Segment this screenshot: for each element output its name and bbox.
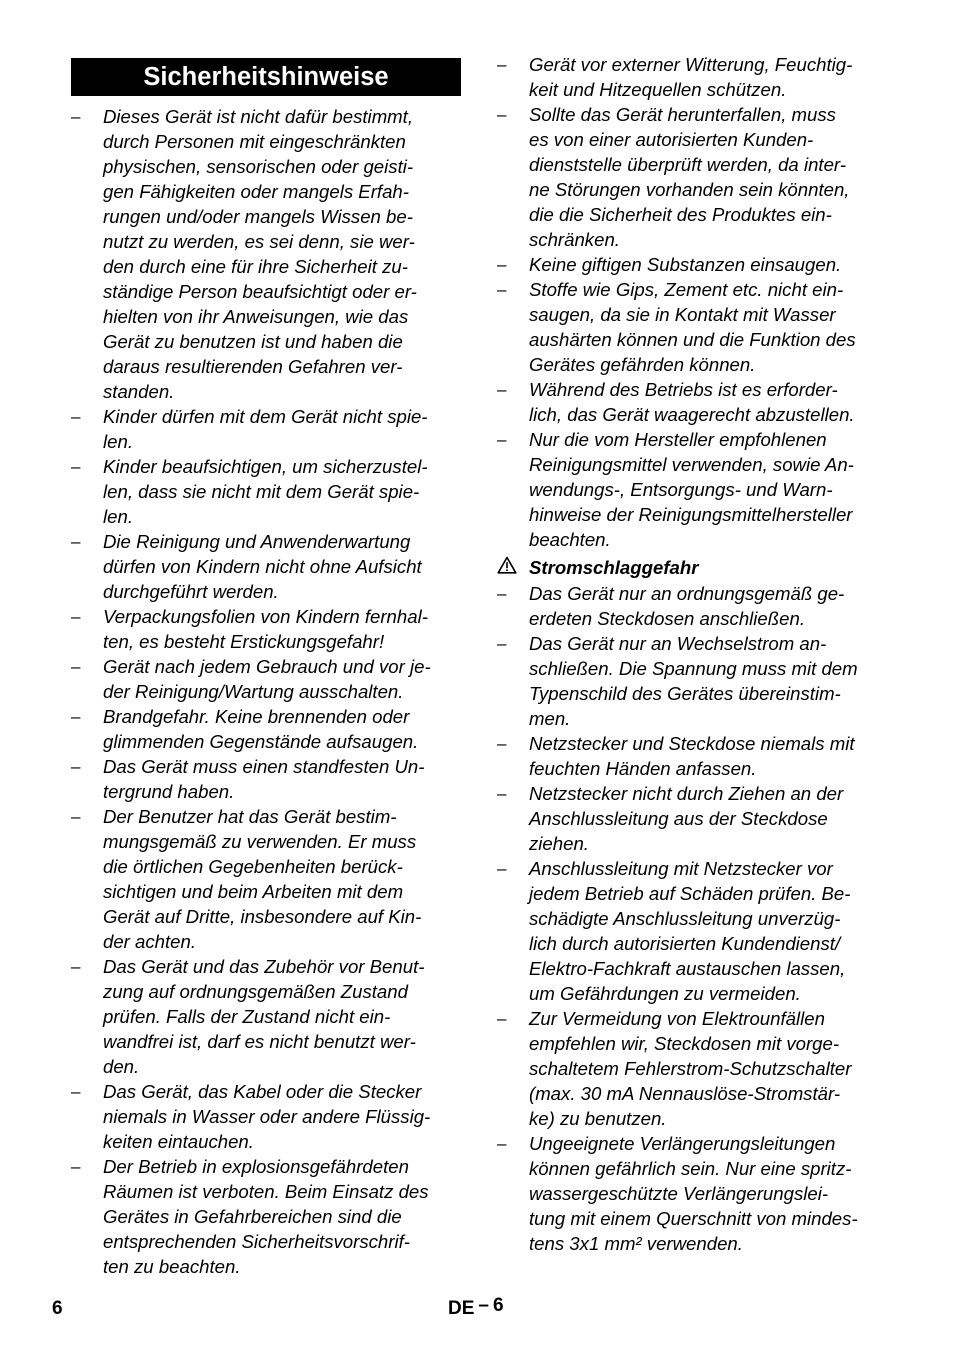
list-item-text: Ungeeignete Verlängerungsleitungen können gefährlich sein. Nur eine spritz- wassergeschützte Verlängerungslei- tung mit einem Querschnitt von mindes- tens 3x1 mm² verwenden. (529, 1133, 858, 1254)
list-item (71, 1079, 461, 1154)
right-bullet-list-top (497, 52, 892, 552)
list-item-text: Verpackungsfolien von Kindern fernhal- ten, es besteht Erstickungsgefahr! (103, 606, 428, 652)
warning-heading (497, 554, 892, 581)
warning-triangle-icon (497, 556, 529, 579)
section-title: Sicherheitshinweise (71, 58, 461, 96)
bullet-dash: – (71, 457, 81, 476)
list-item (71, 1154, 461, 1279)
bullet-dash: – (71, 407, 81, 426)
warning-title: Stromschlaggefahr (529, 556, 699, 578)
list-item-text: Netzstecker und Steckdose niemals mit feuchten Händen anfassen. (529, 733, 855, 779)
bullet-dash: – (71, 607, 81, 626)
bullet-dash: – (497, 634, 507, 653)
bullet-dash: – (497, 859, 507, 878)
list-item (497, 581, 892, 631)
bullet-dash: – (71, 1082, 81, 1101)
bullet-dash: – (497, 280, 507, 299)
list-item (497, 252, 892, 277)
bullet-dash: – (497, 584, 507, 603)
list-item-text: Anschlussleitung mit Netzstecker vor jedem Betrieb auf Schäden prüfen. Be- schädigte Anschlussleitung unverzüg- lich durch autorisierten Kundendienst/ Elektro-Fachkraft austauschen lassen, um Gefährdungen zu vermeiden. (529, 858, 851, 1004)
list-item-text: Die Reinigung und Anwenderwartung dürfen von Kindern nicht ohne Aufsicht durchgeführt werden. (103, 531, 422, 602)
list-item (497, 1131, 892, 1256)
list-item-text: Das Gerät nur an Wechselstrom an- schließen. Die Spannung muss mit dem Typenschild des Gerätes übereinstim- men. (529, 633, 858, 729)
bullet-dash: – (497, 105, 507, 124)
bullet-dash: – (497, 255, 507, 274)
list-item (497, 631, 892, 731)
list-item (71, 529, 461, 604)
bullet-dash: – (71, 657, 81, 676)
list-item-text: Kinder beaufsichtigen, um sicherzustel- len, dass sie nicht mit dem Gerät spie- len. (103, 456, 428, 527)
bullet-dash: – (71, 707, 81, 726)
list-item-text: Der Benutzer hat das Gerät bestim- mungsgemäß zu verwenden. Er muss die örtlichen Gegebenheiten berück- sichtigen und beim Arbeiten mit dem Gerät auf Dritte, insbesondere auf Kin- der achten. (103, 806, 422, 952)
list-item (71, 704, 461, 754)
bullet-dash: – (71, 757, 81, 776)
list-item (497, 277, 892, 377)
bullet-dash: – (497, 784, 507, 803)
bullet-dash: – (497, 734, 507, 753)
list-item (71, 654, 461, 704)
list-item (497, 856, 892, 1006)
list-item (71, 104, 461, 404)
list-item-text: Stoffe wie Gips, Zement etc. nicht ein- saugen, da sie in Kontakt mit Wasser aushärten können und die Funktion des Gerätes gefährden können. (529, 279, 856, 375)
list-item (71, 754, 461, 804)
bullet-dash: – (71, 107, 81, 126)
bullet-dash: – (497, 380, 507, 399)
list-item-text: Sollte das Gerät herunterfallen, muss es von einer autorisierten Kunden- dienststelle überprüft werden, da inter- ne Störungen vorhanden sein könnten, die die Sicherheit des Produktes ein- schränken. (529, 104, 850, 250)
list-item (497, 377, 892, 427)
list-item-text: Das Gerät und das Zubehör vor Benut- zung auf ordnungsgemäßen Zustand prüfen. Falls der Zustand nicht ein- wandfrei ist, darf es nicht benutzt wer- den. (103, 956, 425, 1077)
list-item (497, 731, 892, 781)
list-item-text: Kinder dürfen mit dem Gerät nicht spie- len. (103, 406, 428, 452)
bullet-dash: – (497, 430, 507, 449)
right-bullet-list-bottom (497, 581, 892, 1256)
footer-lang: DE (448, 1298, 475, 1319)
left-column (71, 52, 461, 1279)
list-item-text: Der Betrieb in explosionsgefährdeten Räumen ist verboten. Beim Einsatz des Gerätes in Gefahrbereichen sind die entsprechenden Sicherheitsvorschrif- ten zu beachten. (103, 1156, 429, 1277)
page-footer-label (448, 1295, 504, 1320)
bullet-dash: – (497, 55, 507, 74)
list-item-text: Brandgefahr. Keine brennenden oder glimmenden Gegenstände aufsaugen. (103, 706, 419, 752)
list-item-text: Das Gerät, das Kabel oder die Stecker niemals in Wasser oder andere Flüssig- keiten eintauchen. (103, 1081, 431, 1152)
page-number: 6 (52, 1298, 63, 1319)
bullet-dash: – (497, 1134, 507, 1153)
list-item (497, 1006, 892, 1131)
list-item-text: Das Gerät nur an ordnungsgemäß ge- erdeten Steckdosen anschließen. (529, 583, 845, 629)
bullet-dash: – (71, 532, 81, 551)
list-item-text: Gerät vor externer Witterung, Feuchtig- keit und Hitzequellen schützen. (529, 54, 853, 100)
footer-lang-page: 6 (492, 1295, 504, 1316)
list-item (71, 954, 461, 1079)
list-item-text: Netzstecker nicht durch Ziehen an der Anschlussleitung aus der Steckdose ziehen. (529, 783, 844, 854)
list-item (71, 404, 461, 454)
list-item (497, 427, 892, 552)
list-item (497, 781, 892, 856)
list-item-text: Dieses Gerät ist nicht dafür bestimmt, durch Personen mit eingeschränkten physischen, sensorischen oder geisti- gen Fähigkeiten oder mangels Erfah- rungen und/oder mangels Wissen be- nutzt zu werden, es sei denn, sie wer- den durch eine für ihre Sicherheit zu- ständige Person beaufsichtigt oder er- hielten von ihr Anweisungen, wie das Gerät zu benutzen ist und haben die daraus resultierenden Gefahren ver- standen. (103, 106, 417, 402)
list-item-text: Das Gerät muss einen standfesten Un- tergrund haben. (103, 756, 425, 802)
list-item (71, 604, 461, 654)
list-item (497, 52, 892, 102)
left-bullet-list (71, 104, 461, 1279)
list-item-text: Zur Vermeidung von Elektrounfällen empfehlen wir, Steckdosen mit vorge- schaltetem Fehlerstrom-Schutzschalter (max. 30 mA Nennauslöse-Stromstär- ke) zu benutzen. (529, 1008, 852, 1129)
bullet-dash: – (497, 1009, 507, 1028)
bullet-dash: – (71, 1157, 81, 1176)
right-column (497, 52, 892, 1256)
bullet-dash: – (71, 957, 81, 976)
list-item-text: Gerät nach jedem Gebrauch und vor je- der Reinigung/Wartung ausschalten. (103, 656, 431, 702)
footer-separator: – (478, 1295, 489, 1316)
list-item-text: Keine giftigen Substanzen einsaugen. (529, 254, 842, 275)
list-item (71, 804, 461, 954)
list-item-text: Während des Betriebs ist es erforder- lich, das Gerät waagerecht abzustellen. (529, 379, 855, 425)
list-item (71, 454, 461, 529)
bullet-dash: – (71, 807, 81, 826)
list-item-text: Nur die vom Hersteller empfohlenen Reinigungsmittel verwenden, sowie An- wendungs-, Entsorgungs- und Warn- hinweise der Reinigungsmittelhersteller beachten. (529, 429, 854, 550)
list-item (497, 102, 892, 252)
